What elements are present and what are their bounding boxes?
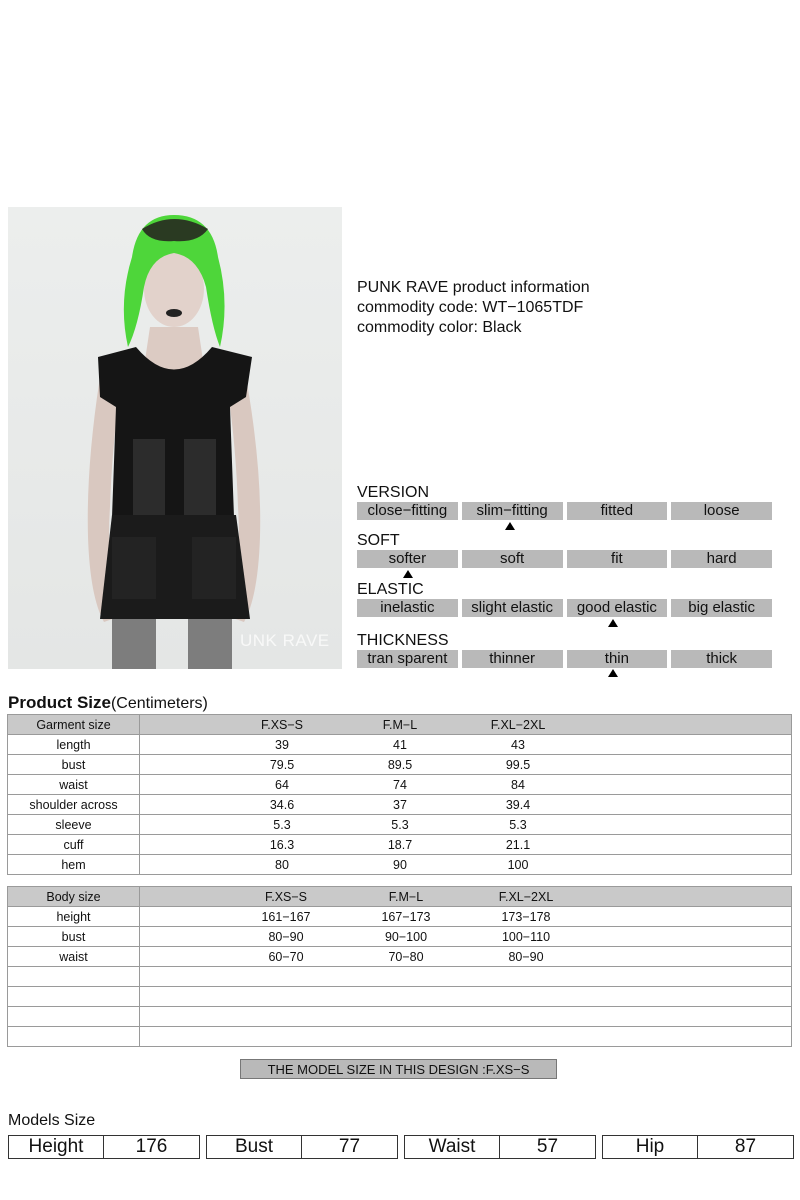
table-cell: 5.3 [273, 817, 291, 832]
table-row [8, 1027, 792, 1047]
table-cell: 18.7 [387, 837, 413, 852]
table-header-values [140, 887, 792, 907]
table-cell [8, 987, 140, 1007]
table-header-cell: F.M−L [388, 889, 424, 904]
scale-option: slight elastic [462, 599, 563, 617]
table-cell: length [8, 735, 140, 755]
mesh-panel-right [184, 439, 216, 519]
table-cell: 167−173 [381, 909, 431, 924]
table-row [8, 1007, 792, 1027]
table-cell: 5.3 [391, 817, 409, 832]
product-size-heading [8, 693, 208, 713]
selection-marker-icon [403, 570, 413, 578]
attribute-version [357, 483, 772, 520]
table-cell: height [8, 907, 140, 927]
table-header-cell: F.XL−2XL [490, 717, 546, 732]
table-cell: waist [8, 775, 140, 795]
table-row-values [140, 835, 792, 855]
table-cell: 16.3 [269, 837, 295, 852]
table-row-values [140, 907, 792, 927]
table-row-values [140, 967, 792, 987]
model-measure-bust [206, 1135, 398, 1159]
table-row [8, 775, 792, 795]
table-row-values [140, 775, 792, 795]
table-cell: 60−70 [268, 949, 304, 964]
table-row [8, 967, 792, 987]
table-cell: 90−100 [384, 929, 428, 944]
scale-option: fitted [567, 502, 668, 520]
scale-option: slim−fitting [462, 502, 563, 520]
attribute-title: ELASTIC [357, 581, 424, 598]
product-info [357, 278, 590, 338]
table-cell: bust [8, 927, 140, 947]
table-cell: 79.5 [269, 757, 295, 772]
table-row [8, 907, 792, 927]
table-cell: 100 [507, 857, 529, 872]
table-row-values [140, 927, 792, 947]
table-cell: 70−80 [388, 949, 424, 964]
table-header-cell: F.XS−S [264, 889, 308, 904]
table-cell: hem [8, 855, 140, 875]
table-header-cell: Body size [8, 887, 140, 907]
table-cell [8, 1007, 140, 1027]
scale-option: fit [567, 550, 668, 568]
table-cell: 41 [393, 737, 407, 752]
table-header-cell: F.XS−S [260, 717, 304, 732]
table-cell: 5.3 [509, 817, 527, 832]
info-brand-line: PUNK RAVE product information [357, 279, 590, 296]
lips [166, 309, 182, 317]
table-cell: 39.4 [505, 797, 531, 812]
model-illustration [8, 207, 342, 669]
table-cell: 37 [393, 797, 407, 812]
model-measure-hip [602, 1135, 794, 1159]
table-row [8, 987, 792, 1007]
product-size-unit: (Centimeters) [110, 695, 208, 712]
models-size-title: Models Size [8, 1112, 96, 1129]
table-row [8, 855, 792, 875]
table-header-cell: Garment size [8, 715, 140, 735]
measure-label: Bust [206, 1135, 302, 1159]
table-row [8, 815, 792, 835]
table-cell: waist [8, 947, 140, 967]
table-row [8, 795, 792, 815]
scale-option: thick [671, 650, 772, 668]
table-row-values [140, 815, 792, 835]
table-row-values [140, 855, 792, 875]
skirt-pocket-right [192, 537, 236, 599]
table-cell: 84 [511, 777, 525, 792]
table-cell: 99.5 [505, 757, 531, 772]
measure-value: 77 [302, 1135, 398, 1159]
scale-option: thinner [462, 650, 563, 668]
black-top [98, 347, 252, 517]
table-row-values [140, 755, 792, 775]
table-cell: 161−167 [261, 909, 311, 924]
measure-value: 87 [698, 1135, 794, 1159]
attribute-thickness [357, 631, 772, 668]
garment-size-table [7, 714, 792, 875]
table-cell: 90 [393, 857, 407, 872]
selection-marker-icon [505, 522, 515, 530]
table-cell: 64 [275, 777, 289, 792]
attribute-scale [357, 599, 772, 617]
table-cell: 74 [393, 777, 407, 792]
scale-option: thin [567, 650, 668, 668]
table-row-values [140, 1027, 792, 1047]
table-header-row [8, 887, 792, 907]
scale-option: hard [671, 550, 772, 568]
scale-option: good elastic [567, 599, 668, 617]
attribute-title: VERSION [357, 484, 430, 501]
table-header-row [8, 715, 792, 735]
table-cell: bust [8, 755, 140, 775]
measure-value: 57 [500, 1135, 596, 1159]
table-row [8, 735, 792, 755]
attribute-scale [357, 650, 772, 668]
attribute-elastic [357, 580, 772, 617]
product-size-title: Product Size [8, 693, 111, 712]
product-photo [8, 207, 342, 669]
attribute-scale [357, 550, 772, 568]
skirt-pocket-left [112, 537, 156, 599]
attribute-title: SOFT [357, 532, 400, 549]
info-code-line: commodity code: WT−1065TDF [357, 299, 584, 316]
mesh-panel-left [133, 439, 165, 519]
attribute-title: THICKNESS [357, 632, 449, 649]
measure-label: Hip [602, 1135, 698, 1159]
scale-option: loose [671, 502, 772, 520]
table-row [8, 755, 792, 775]
table-cell: shoulder across [8, 795, 140, 815]
model-size-banner: THE MODEL SIZE IN THIS DESIGN :F.XS−S [240, 1059, 557, 1079]
table-cell: cuff [8, 835, 140, 855]
measure-label: Waist [404, 1135, 500, 1159]
table-cell: 43 [511, 737, 525, 752]
table-row-values [140, 1007, 792, 1027]
table-cell: 34.6 [269, 797, 295, 812]
scale-option: big elastic [671, 599, 772, 617]
scale-option: softer [357, 550, 458, 568]
scale-option: soft [462, 550, 563, 568]
models-size-row [8, 1135, 794, 1159]
table-header-values [140, 715, 792, 735]
table-row-values [140, 735, 792, 755]
scale-option: close−fitting [357, 502, 458, 520]
table-row [8, 927, 792, 947]
table-cell [8, 1027, 140, 1047]
table-header-cell: F.M−L [382, 717, 418, 732]
table-cell: 173−178 [501, 909, 551, 924]
attribute-scale [357, 502, 772, 520]
table-cell [8, 967, 140, 987]
scale-option: tran sparent [357, 650, 458, 668]
table-cell: 80−90 [268, 929, 304, 944]
selection-marker-icon [608, 669, 618, 677]
model-measure-waist [404, 1135, 596, 1159]
scale-option: inelastic [357, 599, 458, 617]
selection-marker-icon [608, 619, 618, 627]
model-measure-height [8, 1135, 200, 1159]
info-color-line: commodity color: Black [357, 319, 522, 336]
measure-value: 176 [104, 1135, 200, 1159]
table-cell: 39 [275, 737, 289, 752]
table-cell: 80 [275, 857, 289, 872]
table-row-values [140, 795, 792, 815]
table-row-values [140, 987, 792, 1007]
table-row [8, 947, 792, 967]
table-header-cell: F.XL−2XL [498, 889, 554, 904]
attribute-soft [357, 531, 772, 568]
table-cell: sleeve [8, 815, 140, 835]
table-cell: 89.5 [387, 757, 413, 772]
table-row-values [140, 947, 792, 967]
table-cell: 80−90 [508, 949, 544, 964]
table-row [8, 835, 792, 855]
table-cell: 100−110 [501, 929, 551, 944]
body-size-table [7, 886, 792, 1047]
measure-label: Height [8, 1135, 104, 1159]
table-cell: 21.1 [505, 837, 531, 852]
photo-watermark: UNK RAVE [240, 631, 330, 650]
